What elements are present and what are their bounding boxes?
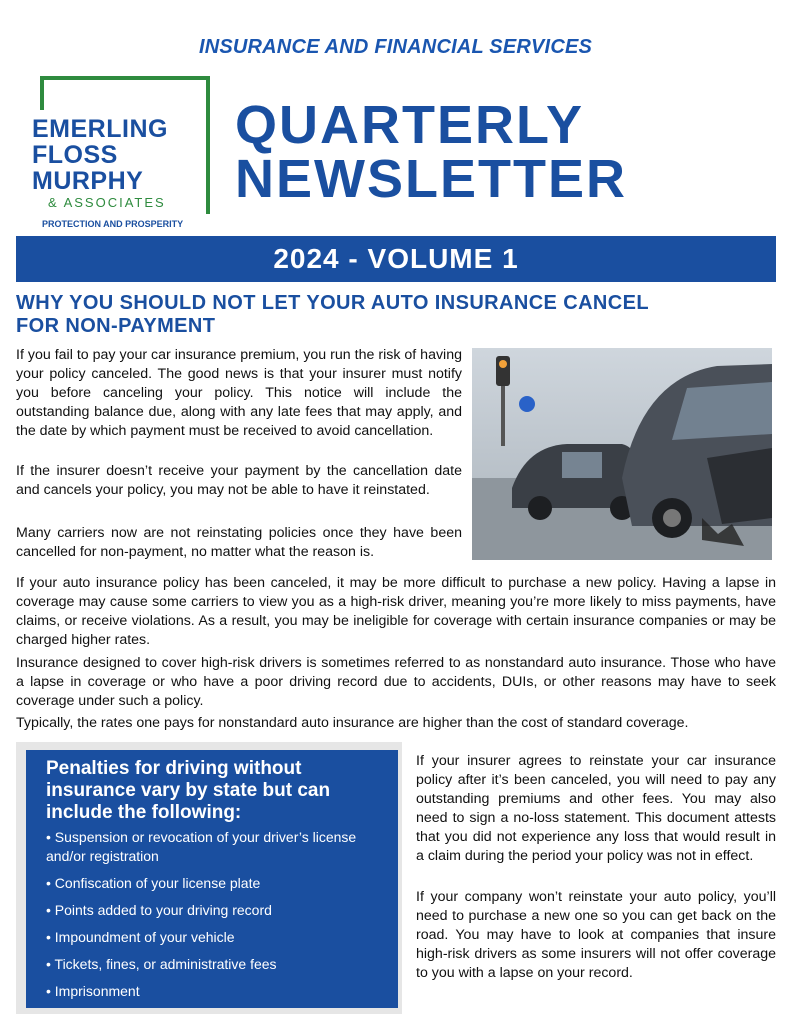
list-item: • Suspension or revocation of your driver’s license and/or registration xyxy=(46,829,357,864)
paragraph-5: Insurance designed to cover high-risk drivers is sometimes referred to as nonstandard auto insurance. Those who have a lapse in coverage or who have a poor driving record due to accidents, DUIs, or other reasons may have to seek coverage under such a policy. xyxy=(16,655,776,709)
logo-line-2: FLOSS xyxy=(32,141,118,169)
section-kicker: INSURANCE AND FINANCIAL SERVICES xyxy=(198,36,593,58)
title-line-1: QUARTERLY xyxy=(235,95,585,155)
paragraph-4: If your auto insurance policy has been canceled, it may be more difficult to purchase a new policy. Having a lapse in coverage may cause some carriers to view you as a high-risk driver, meaning you’re more likely to miss payments, have claims, or receive violations. As a result, you may be ineligible for coverage with certain insurance companies or may be charged higher rates. xyxy=(16,575,776,648)
penalties-list xyxy=(46,828,386,1009)
penalties-title: Penalties for driving without insurance vary by state but can include the following: xyxy=(46,758,331,823)
list-item: • Tickets, fines, or administrative fees xyxy=(46,956,277,972)
list-item: • Imprisonment xyxy=(46,983,140,999)
volume-banner: 2024 - VOLUME 1 xyxy=(16,236,776,282)
paragraph-6: Typically, the rates one pays for nonstandard auto insurance are higher than the cost of standard coverage. xyxy=(16,715,689,731)
paragraph-1: If you fail to pay your car insurance premium, you run the risk of having your policy canceled. The good news is that your insurer must notify you before canceling your policy. This notice will include the outstanding balance due, along with any late fees that may apply, and the date by which payment must be received to avoid cancellation. xyxy=(16,347,462,439)
logo-tagline: PROTECTION AND PROSPERITY xyxy=(42,219,184,229)
penalties-box xyxy=(26,750,398,1008)
paragraph-2: If the insurer doesn’t receive your payment by the cancellation date and cancels your policy, you may not be able to have it reinstated. xyxy=(16,463,462,498)
article-headline: WHY YOU SHOULD NOT LET YOUR AUTO INSURANCE CANCEL FOR NON-PAYMENT xyxy=(16,292,649,337)
newsletter-title xyxy=(235,95,627,209)
company-logo-name xyxy=(32,116,168,194)
list-item: • Impoundment of your vehicle xyxy=(46,929,235,945)
car-crash-photo xyxy=(472,348,772,560)
list-item: • Confiscation of your license plate xyxy=(46,875,261,891)
logo-line-1: EMERLING xyxy=(32,115,168,143)
paragraph-7: If your insurer agrees to reinstate your car insurance policy after it’s been canceled, you will need to pay any outstanding premiums and other fees. You may also need to sign a no-loss statement. This document attests that you did not experience any loss that would result in a claim during the period your policy was not in effect. xyxy=(416,753,776,864)
list-item: • Points added to your driving record xyxy=(46,902,272,918)
paragraph-3: Many carriers now are not reinstating policies once they have been cancelled for non-payment, no matter what the reason is. xyxy=(16,525,462,560)
logo-line-3: MURPHY xyxy=(32,167,144,195)
logo-associates: & ASSOCIATES xyxy=(48,195,166,210)
paragraph-8: If your company won’t reinstate your auto policy, you’ll need to purchase a new one so you can get back on the road. You may have to look at companies that insure high-risk drivers as some insurers will not offer coverage to you with a lapse on your record. xyxy=(416,889,776,981)
title-line-2: NEWSLETTER xyxy=(235,149,627,209)
